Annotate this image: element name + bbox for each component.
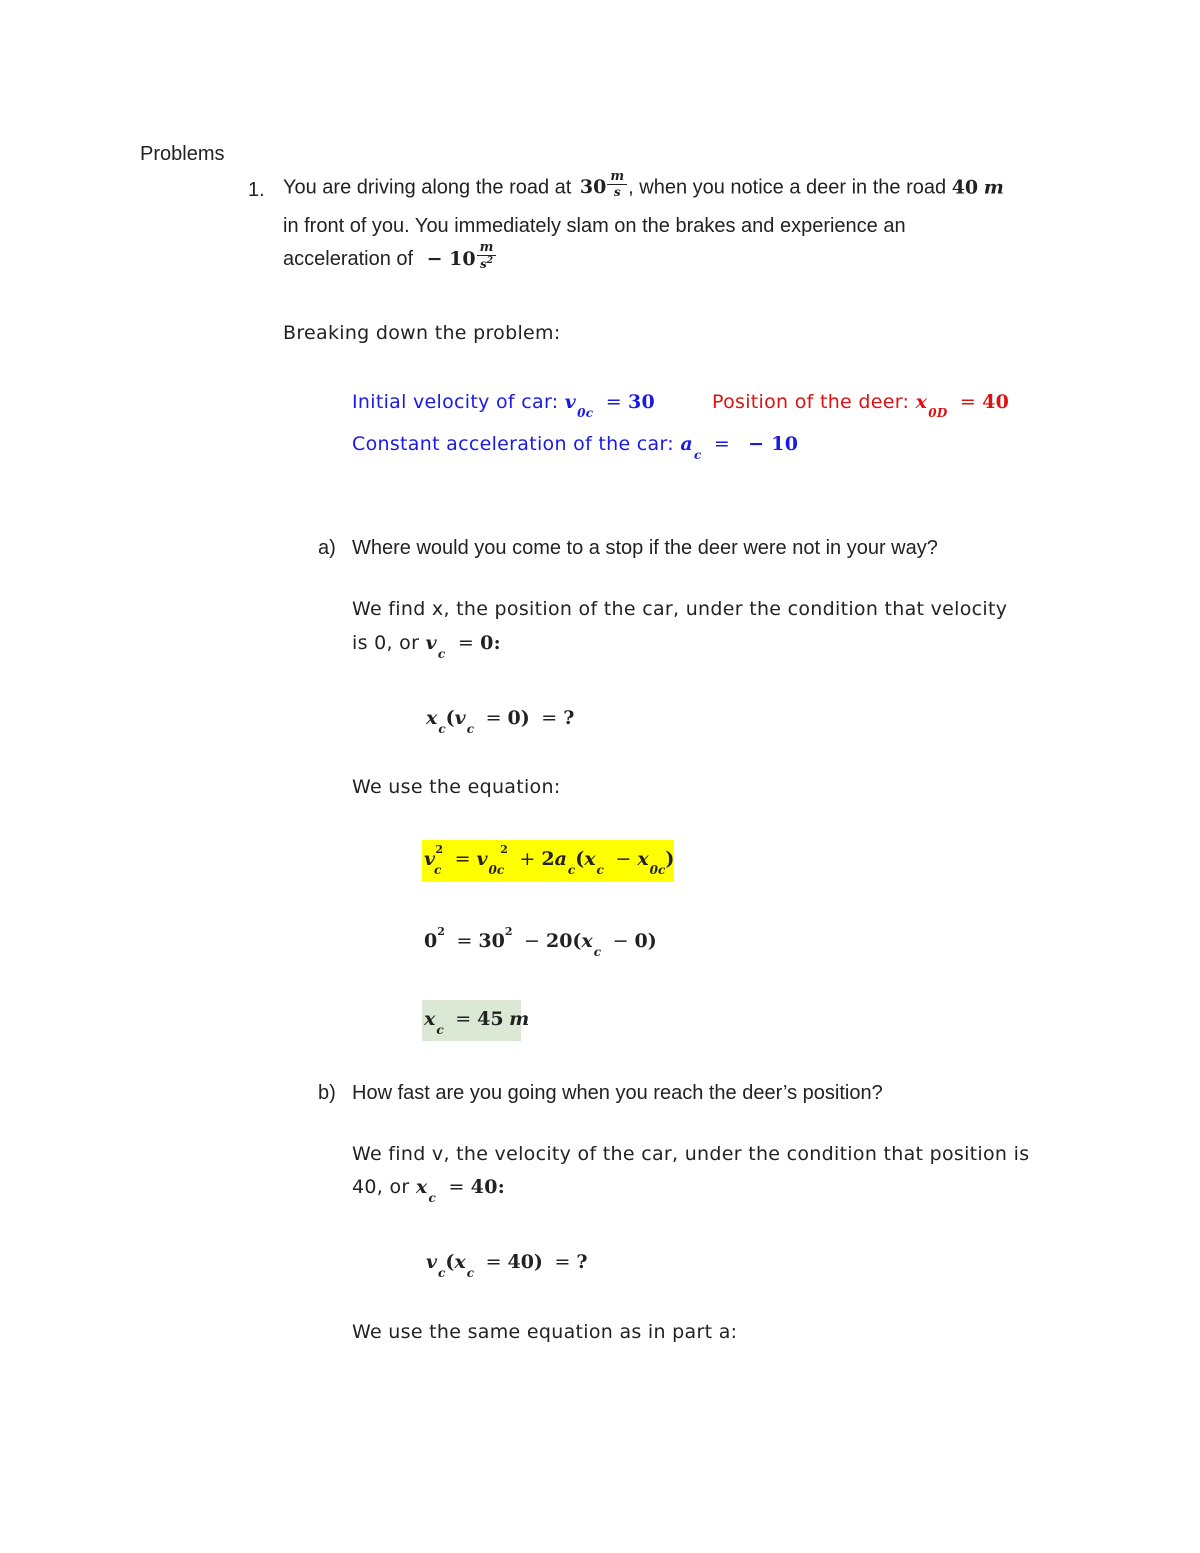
breakdown-title: Breaking down the problem: [283,322,561,344]
part-a-explain-line-2 [352,632,501,661]
equals-sign: = [455,1008,472,1030]
exponent-2: 2 [500,843,508,856]
var-v-symbol: v [426,1251,438,1273]
deer-position-label: Position of the deer: [712,391,910,413]
acceleration-label: Constant acceleration of the car: [352,433,674,455]
equals-sign: = [605,391,622,413]
equals-sign: = [554,1251,571,1273]
part-b-question: How fast are you going when you reach the deer’s position? [352,1082,883,1104]
subscript-c: c [693,448,702,462]
part-b-use-equation: We use the same equation as in part a: [352,1321,738,1343]
part-b-explain-line-2 [352,1176,506,1205]
subscript-c: c [466,722,474,736]
problem-line-1-text-a: You are driving along the road at [283,176,572,199]
subscript-c: c [596,863,604,877]
subscript-c: c [567,863,576,877]
var-v-symbol: v [476,848,488,870]
speed-unit-fraction [607,170,627,198]
deer-position-line [712,391,1010,420]
equals-sign: = [485,1251,502,1273]
kinematic-equation: $v_c^2 = v_{0c}^2 + 2a_c(x_c - x_{0c})$ [424,843,675,877]
speed-unit-numerator: m [607,170,627,185]
equals-sign: = [485,707,502,729]
initial-velocity-label: Initial velocity of car: [352,391,559,413]
equals-sign: = [541,707,558,729]
equals-sign: = [454,848,471,870]
subscript-c: c [437,647,446,661]
acceleration-given-value: − 10 [426,247,476,270]
var-x-symbol: x [454,1251,466,1273]
part-b-query-result: ? [576,1251,588,1273]
subscript-c: c [434,863,442,877]
part-a-query-result: ? [563,707,575,729]
acceleration-line [352,433,799,462]
var-a-symbol: a [680,433,693,455]
deer-distance-value: 40 [951,176,979,199]
exponent-2: 2 [437,925,445,938]
speed-value: 30 [579,176,607,199]
coefficient-2: 2 [541,848,555,870]
equals-sign: = [959,391,977,413]
subscript-0c: 0c [488,863,505,877]
minus-sign: − [615,848,632,870]
problem-line-1 [283,169,1004,202]
subscript-0D: 0D [928,406,948,420]
initial-velocity-line [352,391,656,420]
step-mid: 30 [478,930,505,952]
acceleration-unit-den-text: s [479,257,487,271]
part-b-explain-line-1: We find v, the velocity of the car, under the condition that position is [352,1143,1030,1165]
equals-sign: = [457,632,475,654]
problem-line-3-text: acceleration of [283,247,414,270]
problem-line-3 [283,240,497,274]
subscript-c: c [438,722,446,736]
acceleration-unit-denominator [477,256,497,270]
answer-unit: m [509,1008,530,1030]
var-x-symbol: x [426,707,438,729]
var-x-symbol: x [915,391,928,413]
acceleration-unit-fraction [477,241,497,270]
subscript-c: c [428,1191,437,1205]
problem-number: 1. [248,179,265,201]
problem-line-2: in front of you. You immediately slam on the brakes and experience an [283,215,906,237]
part-a-letter: a) [318,537,336,559]
part-b-letter: b) [318,1082,336,1104]
speed-unit-denominator: s [613,185,621,199]
part-a-question: Where would you come to a stop if the deer were not in your way? [352,537,938,559]
subscript-c: c [438,1266,446,1280]
exponent-2: 2 [504,925,513,938]
var-v-symbol: v [564,391,577,413]
part-a-condition-value: 0: [480,632,501,654]
step-end: 0) [634,930,657,952]
exponent-2: 2 [435,843,444,856]
part-a-explain-text: is 0, or [352,632,420,654]
part-b-condition-value: 40: [470,1176,506,1198]
subscript-c: c [593,945,602,959]
part-a-use-equation: We use the equation: [352,776,561,798]
minus-sign: − [612,930,629,952]
initial-velocity-value: 30 [627,391,656,413]
var-v-symbol: v [425,632,437,654]
var-v-symbol: v [424,848,436,870]
subscript-0c: 0c [649,863,666,877]
var-a-symbol: a [554,848,567,870]
section-heading: Problems [140,143,225,165]
subscript-0c: 0c [577,406,594,420]
part-b-explain-text: 40, or [352,1176,410,1198]
var-x-symbol: x [581,930,593,952]
deer-distance-unit: m [983,176,1004,199]
deer-position-value: 40 [982,391,1010,413]
var-x-symbol: x [584,848,596,870]
part-b-query: $v_c(x_c = 40)$ = ? [426,1251,588,1280]
subscript-c: c [436,1023,444,1037]
acceleration-unit-exponent: 2 [486,256,494,266]
step-lhs: 0 [424,930,438,952]
var-x-symbol: x [415,1176,428,1198]
equals-sign: = [456,930,473,952]
part-a-query: $x_c(v_c = 0)$ = ? [426,707,575,736]
step-coefficient: 20( [545,930,582,952]
part-b-query-value: 40) [507,1251,543,1273]
problem-line-1-text-b: , when you notice a deer in the road [628,176,947,199]
var-v-symbol: v [454,707,466,729]
part-a-query-value: 0) [507,707,530,729]
acceleration-value: − 10 [748,433,799,455]
var-x-symbol: x [424,1008,436,1030]
minus-sign: − [524,930,540,952]
part-a-explain-line-1: We find x, the position of the car, under the condition that velocity [352,598,1008,620]
var-x-symbol: x [637,848,649,870]
equals-sign: = [713,433,731,455]
acceleration-unit-numerator: m [477,241,497,256]
part-a-answer [424,1008,530,1037]
answer-value: 45 [477,1008,504,1030]
substituted-equation [424,925,657,959]
subscript-c: c [466,1266,474,1280]
equals-sign: = [448,1176,465,1198]
plus-sign: + [519,848,536,870]
